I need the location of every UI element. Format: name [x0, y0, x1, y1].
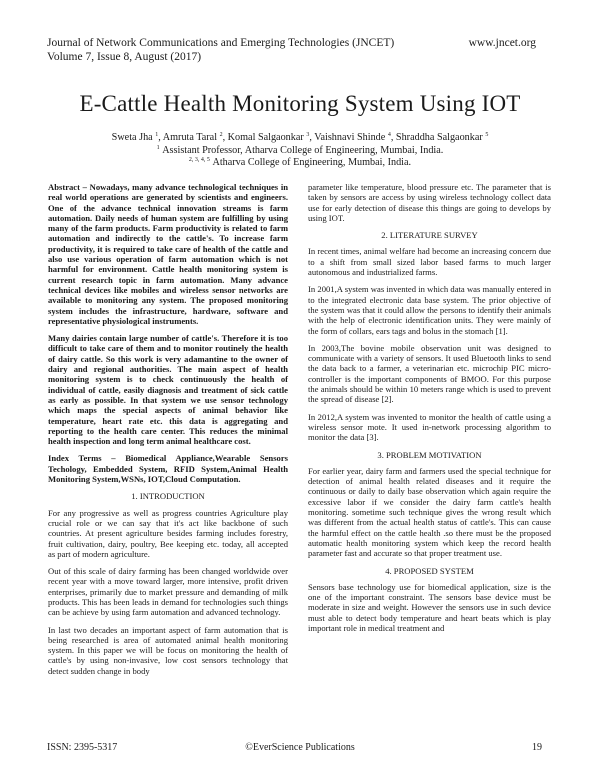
author-sup: 1 — [155, 132, 159, 138]
author-sup: 2 — [219, 132, 223, 138]
abstract-continued: Many dairies contain large number of cattle's. Therefore it is too difficult to take care of them and to monitor routinely the health of dairy cattle. So this work is very adamantine to the owner of dairy and regional authorities. The main aspect of health monitoring system is to check continuously the health of individual of cattle, easily diagnosis and treatment of sick cattle as early as possible. In that system we use sensor technology which maps the special aspects of animal behavior like temperature, heart rate etc. this data is aggregating and reporting to the health care center. This reduces the minimal health inspection and long term animal healthcare cost. — [48, 333, 288, 447]
author-list: Sweta Jha $^1$, Amruta Taral $^2$, Komal Salgaonkar $^3$, Vaishnavi Shinde $^4$, Shraddha Salgaonkar $^5$ — [111, 132, 489, 143]
paragraph: parameter like temperature, blood pressure etc. The parameter that is taken by sensors are access by using wireless technology collect data use for early detection of disease this things are going to develops by using IOT. — [308, 182, 551, 223]
left-column — [48, 182, 288, 683]
journal-name: Journal of Network Communications and Emerging Technologies (JNCET) — [47, 37, 395, 49]
paper-title: E-Cattle Health Monitoring System Using IOT — [79, 91, 521, 116]
section-heading-problem-motivation: 3. PROBLEM MOTIVATION — [377, 449, 482, 460]
author-sup: 4 — [387, 132, 391, 138]
section-heading-literature-survey: 2. LITERATURE SURVEY — [381, 230, 478, 241]
affiliation-text: Atharva College of Engineering, Mumbai, India. — [212, 157, 412, 169]
index-terms: Index Terms – Biomedical Appliance,Wearable Sensors Techology, Embedded System, RFID System,Animal Health Monitoring System,WSNs, IOT,Cloud Computation. — [48, 453, 288, 485]
section-heading-introduction: 1. INTRODUCTION — [131, 491, 205, 502]
paragraph: In 2012,A system was invented to monitor the health of cattle using a wireless sensor mote. It used in-network processing algorithm to monitor the data [3]. — [308, 411, 551, 443]
affiliation-1 — [40, 145, 560, 158]
affiliation-sup: 1 — [156, 144, 160, 151]
footer-issn: ISSN: 2395-5317 — [47, 742, 118, 753]
section-heading-proposed-system: 4. PROPOSED SYSTEM — [385, 565, 474, 576]
author-name: Vaishnavi Shinde — [314, 132, 386, 143]
paragraph: Out of this scale of dairy farming has been changed worldwide over recent year with a move toward larger, more intensive, profit driven enterprises, primarily due to market pressure and demanding of milk products. This has been leads in demand for technologies such things can be achieve by using farm automation and advanced technology. — [48, 566, 288, 618]
paragraph: In 2001,A system was invented in which data was manually entered in to the integrated electronic data base system. The prior objective of the system was that it could allow the persons to identify their animals with the help of electronic identification units. They were mainly of the form of collars, ears tags and bolus in the stomach [1]. — [308, 284, 551, 336]
author-name: Komal Salgaonkar — [227, 132, 304, 143]
author-sup: 3 — [306, 132, 310, 138]
journal-website[interactable]: www.jncet.org — [468, 37, 536, 49]
author-name: Amruta Taral — [162, 132, 218, 143]
paragraph: In last two decades an important aspect of farm automation that is being researched is area of automated animal health monitoring system. In this paper we will be focus on monitoring the health of cattle's by using non-invasive, low cost sensors technology that detect sudden change in body — [48, 624, 288, 676]
journal-volume: Volume 7, Issue 8, August (2017) — [47, 51, 202, 63]
page-number: 19 — [532, 742, 542, 753]
paragraph: In 2003,The bovine mobile observation unit was designed to communicate with a variety of sensors. It used Bluetooth links to send the data back to a farmer, a veterinarian etc. microchip PIC micro-controller is the important components of BMOO. For this purpose the animals should be within 10 meters range which is used to prevent the spread of disease [2]. — [308, 342, 551, 405]
paragraph: Sensors base technology use for biomedical application, size is the one of the important constraint. The sensors base device must be moderate in size and weight. However the sensors use in such device must able to detect body temperature and heart beats which is play important role in medical treatment and — [308, 581, 551, 633]
abstract: Abstract – Nowadays, many advance technological techniques in real world operations are generated by scientists and engineers. One of the advance technical innovation streams is farm automation. Daily needs of human system are fulfilling by using many of the farm products. Farm productivity is related to farm automation and indirectly to the cattle's. To increase farm productivity, it is required to take care of health of the cattle and also use various operation of farm automation which is not harmful for environment. Cattle health monitoring system is current research topic in farm automation. Many advance technical devices like mobiles and wireless sensor networks are available to monitoring any system. The proposed monitoring system includes the infrastructure, hardware, software and representative physiological instruments. — [48, 182, 288, 326]
paragraph: For earlier year, dairy farm and farmers used the special technique for detection of animal health related diseases and it require the continuous or daily to daily base observation which again require the excessive labor if we consider the dairy farm cattle's health monitoring. sometime such technique gives the wrong result which was different from the actual health status of cattle's. This can cause the harmful effect on the cattle health .so there must be the proposed automatic health monitoring system which keep the record health parameter fast and accurate so that proper treatment use. — [308, 465, 551, 559]
author-sup: 5 — [485, 132, 489, 138]
author-block — [40, 132, 560, 170]
affiliation-sup: 2, 3, 4, 5 — [188, 157, 210, 164]
paragraph: For any progressive as well as progress countries Agriculture play crucial role or we can say that it's act like backbone of such countries. At present agriculture besides farming includes forestry, fruit cultivation, dairy, poultry, Bee keeping etc. today, all accepted as part of modern agriculture. — [48, 507, 288, 559]
footer-publisher: ©EverScience Publications — [245, 742, 355, 753]
journal-header — [47, 36, 394, 64]
paragraph: In recent times, animal welfare had become an increasing concern due to a shift from small sized labor based farms to much larger autonomous and industrialized farms. — [308, 246, 551, 278]
right-column — [308, 182, 551, 640]
author-name: Sweta Jha — [111, 132, 153, 143]
affiliation-text: Assistant Professor, Atharva College of Engineering, Mumbai, India. — [162, 144, 444, 156]
author-name: Shraddha Salgaonkar — [395, 132, 483, 143]
affiliation-2 — [40, 157, 560, 170]
